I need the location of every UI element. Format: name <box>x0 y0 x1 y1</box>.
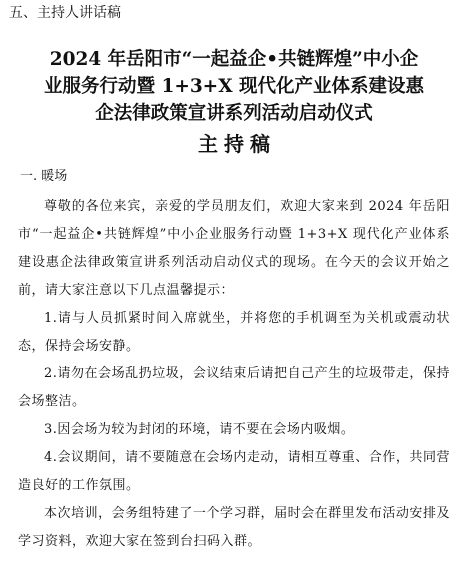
title-line-3: 企法律政策宣讲系列活动启动仪式 <box>95 103 373 124</box>
document-title <box>0 46 468 127</box>
part-heading: 一. 暖场 <box>20 169 68 184</box>
paragraph-tip-3: 3.因会场为较为封闭的环境，请不要在会场内吸烟。 <box>44 422 355 438</box>
section-heading: 五、主持人讲话稿 <box>9 5 121 21</box>
document-subtitle: 主持稿 <box>198 132 276 156</box>
paragraph-tip-4: 4.会议期间，请不要随意在会场内走动，请相互尊重、合作，共同营造良好的工作氛围。 <box>18 450 450 494</box>
paragraph-tip-1: 1.请与人员抓紧时间入席就坐，并将您的手机调至为关机或震动状态，保持会场安静。 <box>18 310 450 354</box>
title-line-1: 2024 年岳阳市“一起益企•共链辉煌”中小企 <box>49 49 419 70</box>
title-line-2: 业服务行动暨 1+3+X 现代化产业体系建设惠 <box>44 76 424 97</box>
paragraph-group-notice: 本次培训，会务组特建了一个学习群，届时会在群里发布活动安排及学习资料，欢迎大家在签到台扫码入群。 <box>18 505 450 549</box>
paragraph-tip-2: 2.请勿在会场乱扔垃圾，会议结束后请把自己产生的垃圾带走，保持会场整洁。 <box>18 366 450 410</box>
paragraph-welcome: 尊敬的各位来宾，亲爱的学员朋友们，欢迎大家来到 2024 年岳阳市“一起益企•共链辉煌”中小企业服务行动暨 1+3+X 现代化产业体系建设惠企法律政策宣讲系列活动启动仪式的现场。在今天的会议开始之前，请大家注意以下几点温馨提示： <box>18 199 450 298</box>
body-text <box>18 193 450 556</box>
